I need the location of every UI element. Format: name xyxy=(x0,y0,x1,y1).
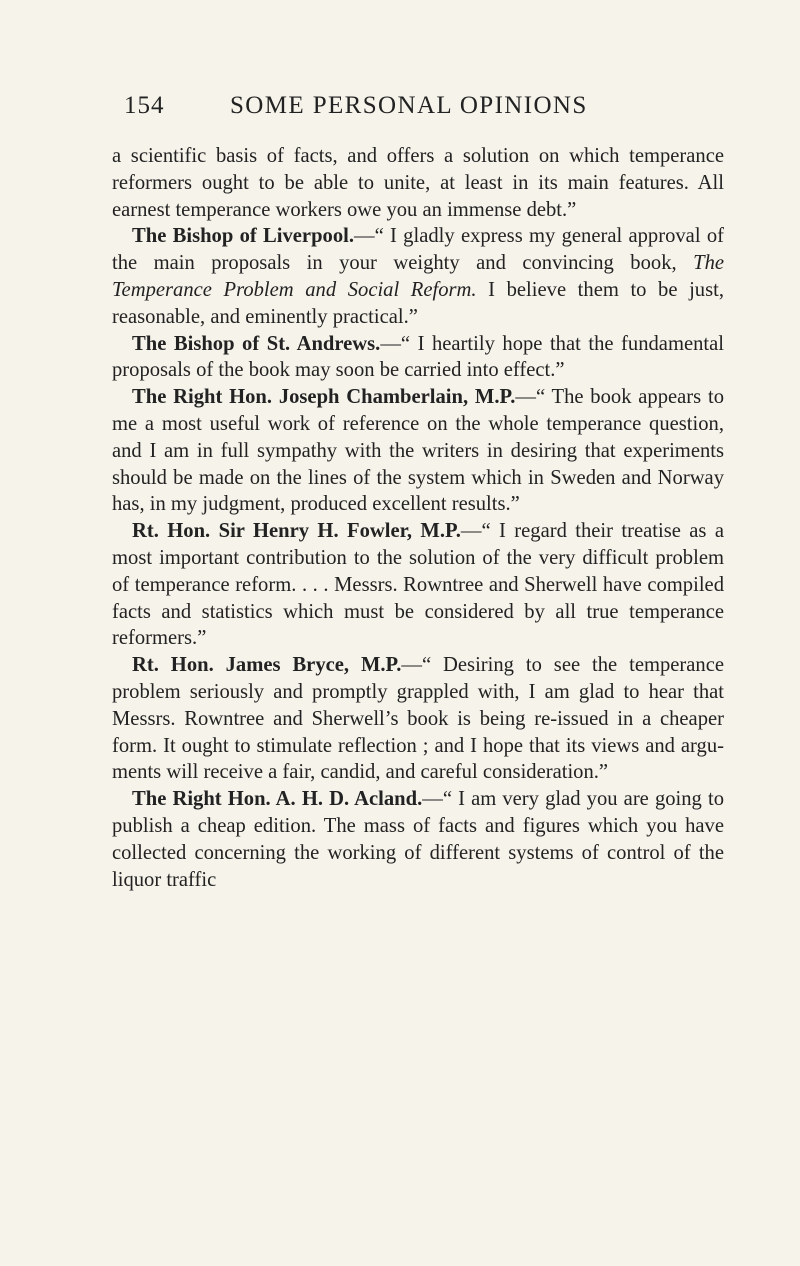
running-head: SOME PERSONAL OPINIONS xyxy=(230,92,588,119)
paragraph-bishop-st-andrews xyxy=(112,331,724,385)
page-header xyxy=(124,92,724,128)
page-number: 154 xyxy=(124,92,165,119)
paragraph-text: I believe them to be just, reasonable, and eminently practical.” xyxy=(112,278,724,328)
paragraph-text: —“ I am very glad you are going to publish a cheap edition. The mass of facts and figures which you have collected concerning the working of different systems of control of the liquor traffic xyxy=(112,788,724,891)
speaker-name: The Bishop of Liverpool. xyxy=(132,225,354,248)
paragraph-text: —“ Desiring to see the temperance problem seriously and promptly grappled with, I am glad to hear that Messrs. Rowntree and Sherwell’s book is being re-issued in a cheaper form. It ought to stimulate reflection ; and I hope that its views and arguments will receive a fair, candid, and careful consideration.” xyxy=(112,654,724,784)
paragraph-text: a scientific basis of facts, and offers a solution on which temperance reformers ought to be able to unite, at least in its main features. All earnest temperance workers owe you an immense debt.” xyxy=(112,145,724,221)
paragraph-text: —“ I heartily hope that the fundamental proposals of the book may soon be carried into effect.” xyxy=(112,332,724,382)
speaker-name: Rt. Hon. Sir Henry H. Fowler, M.P. xyxy=(132,520,461,543)
speaker-name: The Right Hon. Joseph Chamberlain, M.P. xyxy=(132,386,516,409)
paragraph-bryce xyxy=(112,652,724,786)
book-title: The Temperance Problem and Social Reform. xyxy=(112,252,724,301)
paragraph-acland xyxy=(112,786,724,893)
paragraph-bishop-liverpool xyxy=(112,223,724,330)
body-text xyxy=(112,143,724,893)
paragraph-text: —“ The book appears to me a most useful work of reference on the whole temperance question, and I am in full sympathy with the writers in desiring that experiments should be made on the lines of the system which in Sweden and Norway has, in my judgment, produced excellent results.” xyxy=(112,386,724,516)
speaker-name: Rt. Hon. James Bryce, M.P. xyxy=(132,654,402,677)
speaker-name: The Bishop of St. Andrews. xyxy=(132,332,381,355)
paragraph-text: —“ I regard their treatise as a most important contribution to the solution of the very difficult problem of temperance reform. . . . Messrs. Rowntree and Sherwell have compiled facts and statistics which must be considered by all true temperance reformers.” xyxy=(112,520,724,650)
speaker-name: The Right Hon. A. H. D. Acland. xyxy=(132,788,423,811)
paragraph-fowler xyxy=(112,518,724,652)
paragraph-chamberlain xyxy=(112,384,724,518)
paragraph-continuation xyxy=(112,143,724,223)
paragraph-text: —“ I gladly express my general approval of the main proposals in your weighty and convincing book, xyxy=(112,225,724,275)
